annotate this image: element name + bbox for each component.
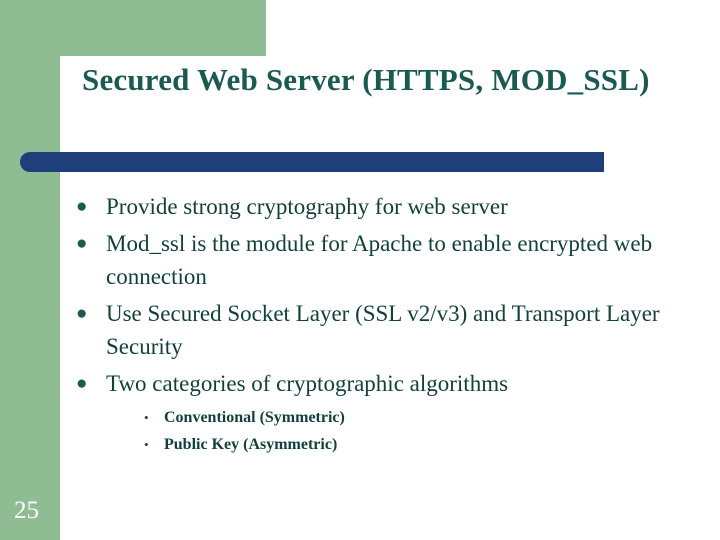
bullet-list	[72, 190, 662, 460]
list-item	[72, 190, 662, 223]
sub-bullet-list	[144, 406, 662, 457]
list-item-label: Use Secured Socket Layer (SSL v2/v3) and Transport Layer Security	[106, 301, 660, 359]
sub-list-item	[144, 433, 662, 457]
list-item	[72, 227, 662, 293]
bullet-icon: ●	[76, 196, 88, 217]
sub-list-item-label: Public Key (Asymmetric)	[164, 436, 338, 453]
title-rule-bar	[20, 152, 604, 172]
sub-list-item	[144, 406, 662, 430]
slide-number: 25	[14, 497, 39, 524]
list-item	[72, 297, 662, 363]
left-green-band	[0, 0, 60, 540]
top-green-band	[60, 0, 266, 56]
page-title: Secured Web Server (HTTPS, MOD_SSL)	[82, 62, 650, 97]
sub-bullet-icon: •	[144, 437, 149, 452]
sub-list-item-label: Conventional (Symmetric)	[164, 409, 345, 426]
bullet-icon: ●	[76, 233, 88, 254]
sub-bullet-icon: •	[144, 410, 149, 425]
bullet-icon: ●	[76, 303, 88, 324]
bullet-icon: ●	[76, 373, 88, 394]
list-item-label: Mod_ssl is the module for Apache to enable encrypted web connection	[106, 231, 653, 289]
list-item-label: Provide strong cryptography for web server	[106, 194, 508, 219]
list-item	[72, 367, 662, 400]
list-item-label: Two categories of cryptographic algorithms	[106, 371, 509, 396]
